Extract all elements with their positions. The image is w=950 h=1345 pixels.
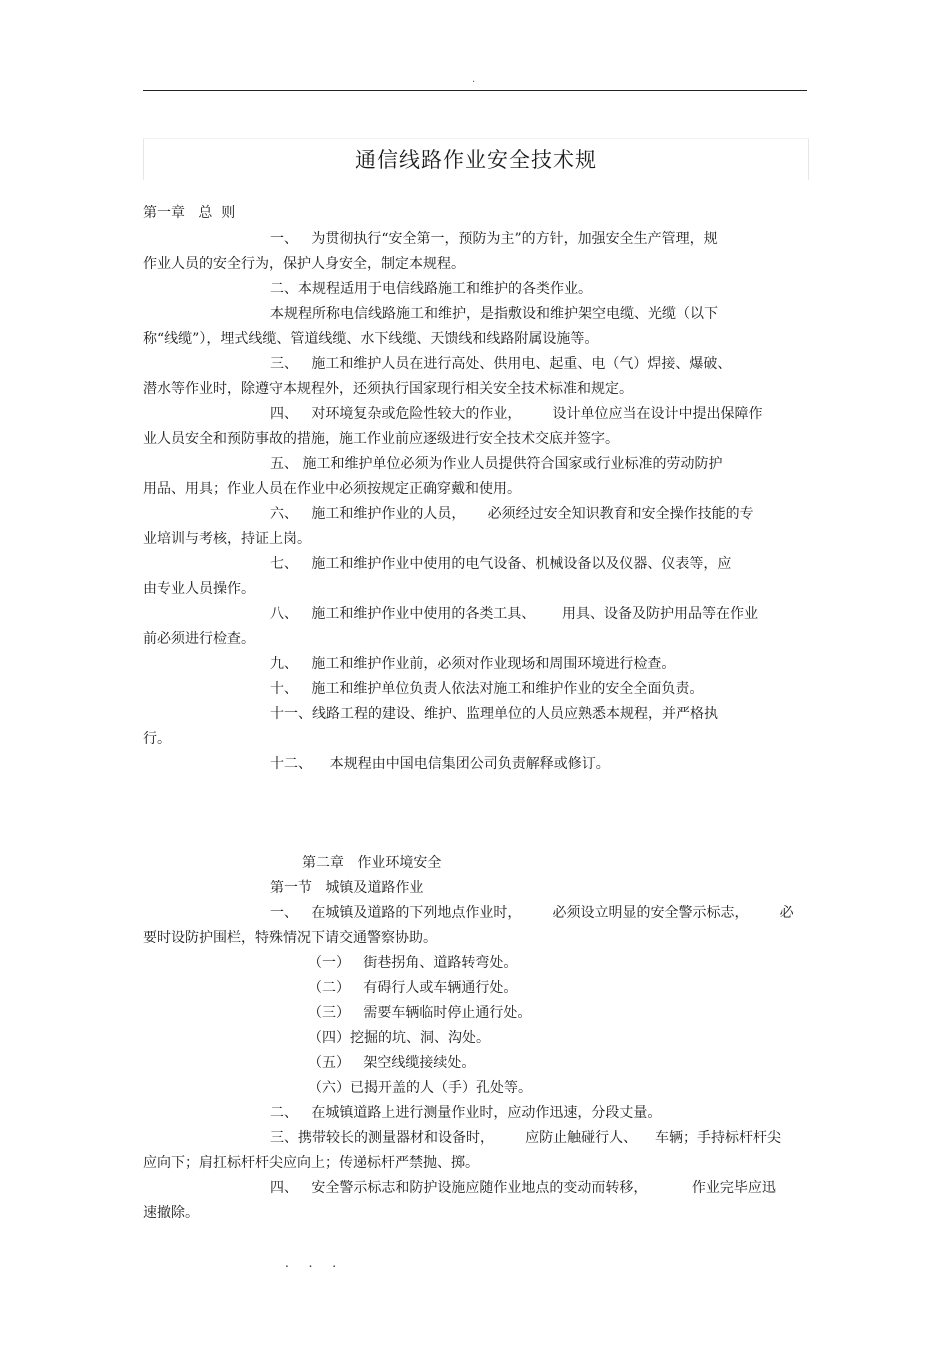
text-line: 作业人员的安全行为，保护人身安全，制定本规程。 [143,256,465,272]
text-line: 四、 对环境复杂或危险性较大的作业， 设计单位应当在设计中提出保障作 [270,406,763,422]
text-line: 行。 [143,731,171,747]
text-line: 业人员安全和预防事故的措施，施工作业前应逐级进行安全技术交底并签字。 [143,431,619,447]
text-line: 十二、 本规程由中国电信集团公司负责解释或修订。 [270,756,610,772]
text-line: 要时设防护围栏，特殊情况下请交通警察协助。 [143,930,437,946]
text-line: （二） 有碍行人或车辆通行处。 [308,980,518,996]
text-line: 第二章 作业环境安全 [302,855,442,871]
text-line: 十、 施工和维护单位负责人依法对施工和维护作业的安全全面负责。 [270,681,704,697]
text-line: 二、本规程适用于电信线路施工和维护的各类作业。 [270,281,592,297]
text-line: 业培训与考核，持证上岗。 [143,531,311,547]
text-line: 本规程所称电信线路施工和维护，是指敷设和维护架空电缆、光缆（以下 [270,306,718,322]
text-line: 三、携带较长的测量器材和设备时， 应防止触碰行人、 车辆；手持标杆杆尖 [270,1130,781,1146]
text-line: 由专业人员操作。 [143,581,255,597]
text-line: 前必须进行检查。 [143,631,255,647]
text-line: 一、 为贯彻执行“安全第一，预防为主”的方针，加强安全生产管理，规 [270,231,718,247]
title-frame [143,138,809,180]
text-line: （四）挖掘的坑、洞、沟处。 [308,1030,490,1046]
text-line: 第一节 城镇及道路作业 [270,880,424,896]
text-line: 七、 施工和维护作业中使用的电气设备、机械设备以及仪器、仪表等，应 [270,556,732,572]
text-line: （五） 架空线缆接续处。 [308,1055,476,1071]
header-mark: . [472,74,476,85]
document-title: 通信线路作业安全技术规 [355,148,597,172]
text-line: 速撤除。 [143,1205,199,1221]
text-line: 六、 施工和维护作业的人员， 必须经过安全知识教育和安全操作技能的专 [270,506,754,522]
header-rule [143,90,807,91]
text-line: 应向下；肩扛标杆杆尖应向上；传递标杆严禁抛、掷。 [143,1155,479,1171]
text-line: 二、 在城镇道路上进行测量作业时，应动作迅速，分段丈量。 [270,1105,662,1121]
text-line: 五、 施工和维护单位必须为作业人员提供符合国家或行业标准的劳动防护 [270,456,723,472]
text-line: 第一章 总 则 [143,205,236,221]
text-line: 三、 施工和维护人员在进行高处、供用电、起重、电（气）焊接、爆破、 [270,356,732,372]
text-line: （六）已揭开盖的人（手）孔处等。 [308,1080,532,1096]
text-line: 称“线缆”），埋式线缆、管道线缆、水下线缆、天馈线和线路附属设施等。 [143,331,599,347]
text-line: 八、 施工和维护作业中使用的各类工具、 用具、设备及防护用品等在作业 [270,606,759,622]
footer-mark: . . . [285,1256,345,1270]
text-line: 用品、用具；作业人员在作业中必须按规定正确穿戴和使用。 [143,481,521,497]
text-line: （一） 街巷拐角、道路转弯处。 [308,955,518,971]
text-line: 四、 安全警示标志和防护设施应随作业地点的变动而转移， 作业完毕应迅 [270,1180,776,1196]
text-line: 潜水等作业时，除遵守本规程外，还须执行国家现行相关安全技术标准和规定。 [143,381,633,397]
text-line: 一、 在城镇及道路的下列地点作业时， 必须设立明显的安全警示标志， 必 [270,905,794,921]
text-line: 十一、线路工程的建设、维护、监理单位的人员应熟悉本规程，并严格执 [270,706,718,722]
text-line: 九、 施工和维护作业前，必须对作业现场和周围环境进行检查。 [270,656,676,672]
text-line: （三） 需要车辆临时停止通行处。 [308,1005,532,1021]
